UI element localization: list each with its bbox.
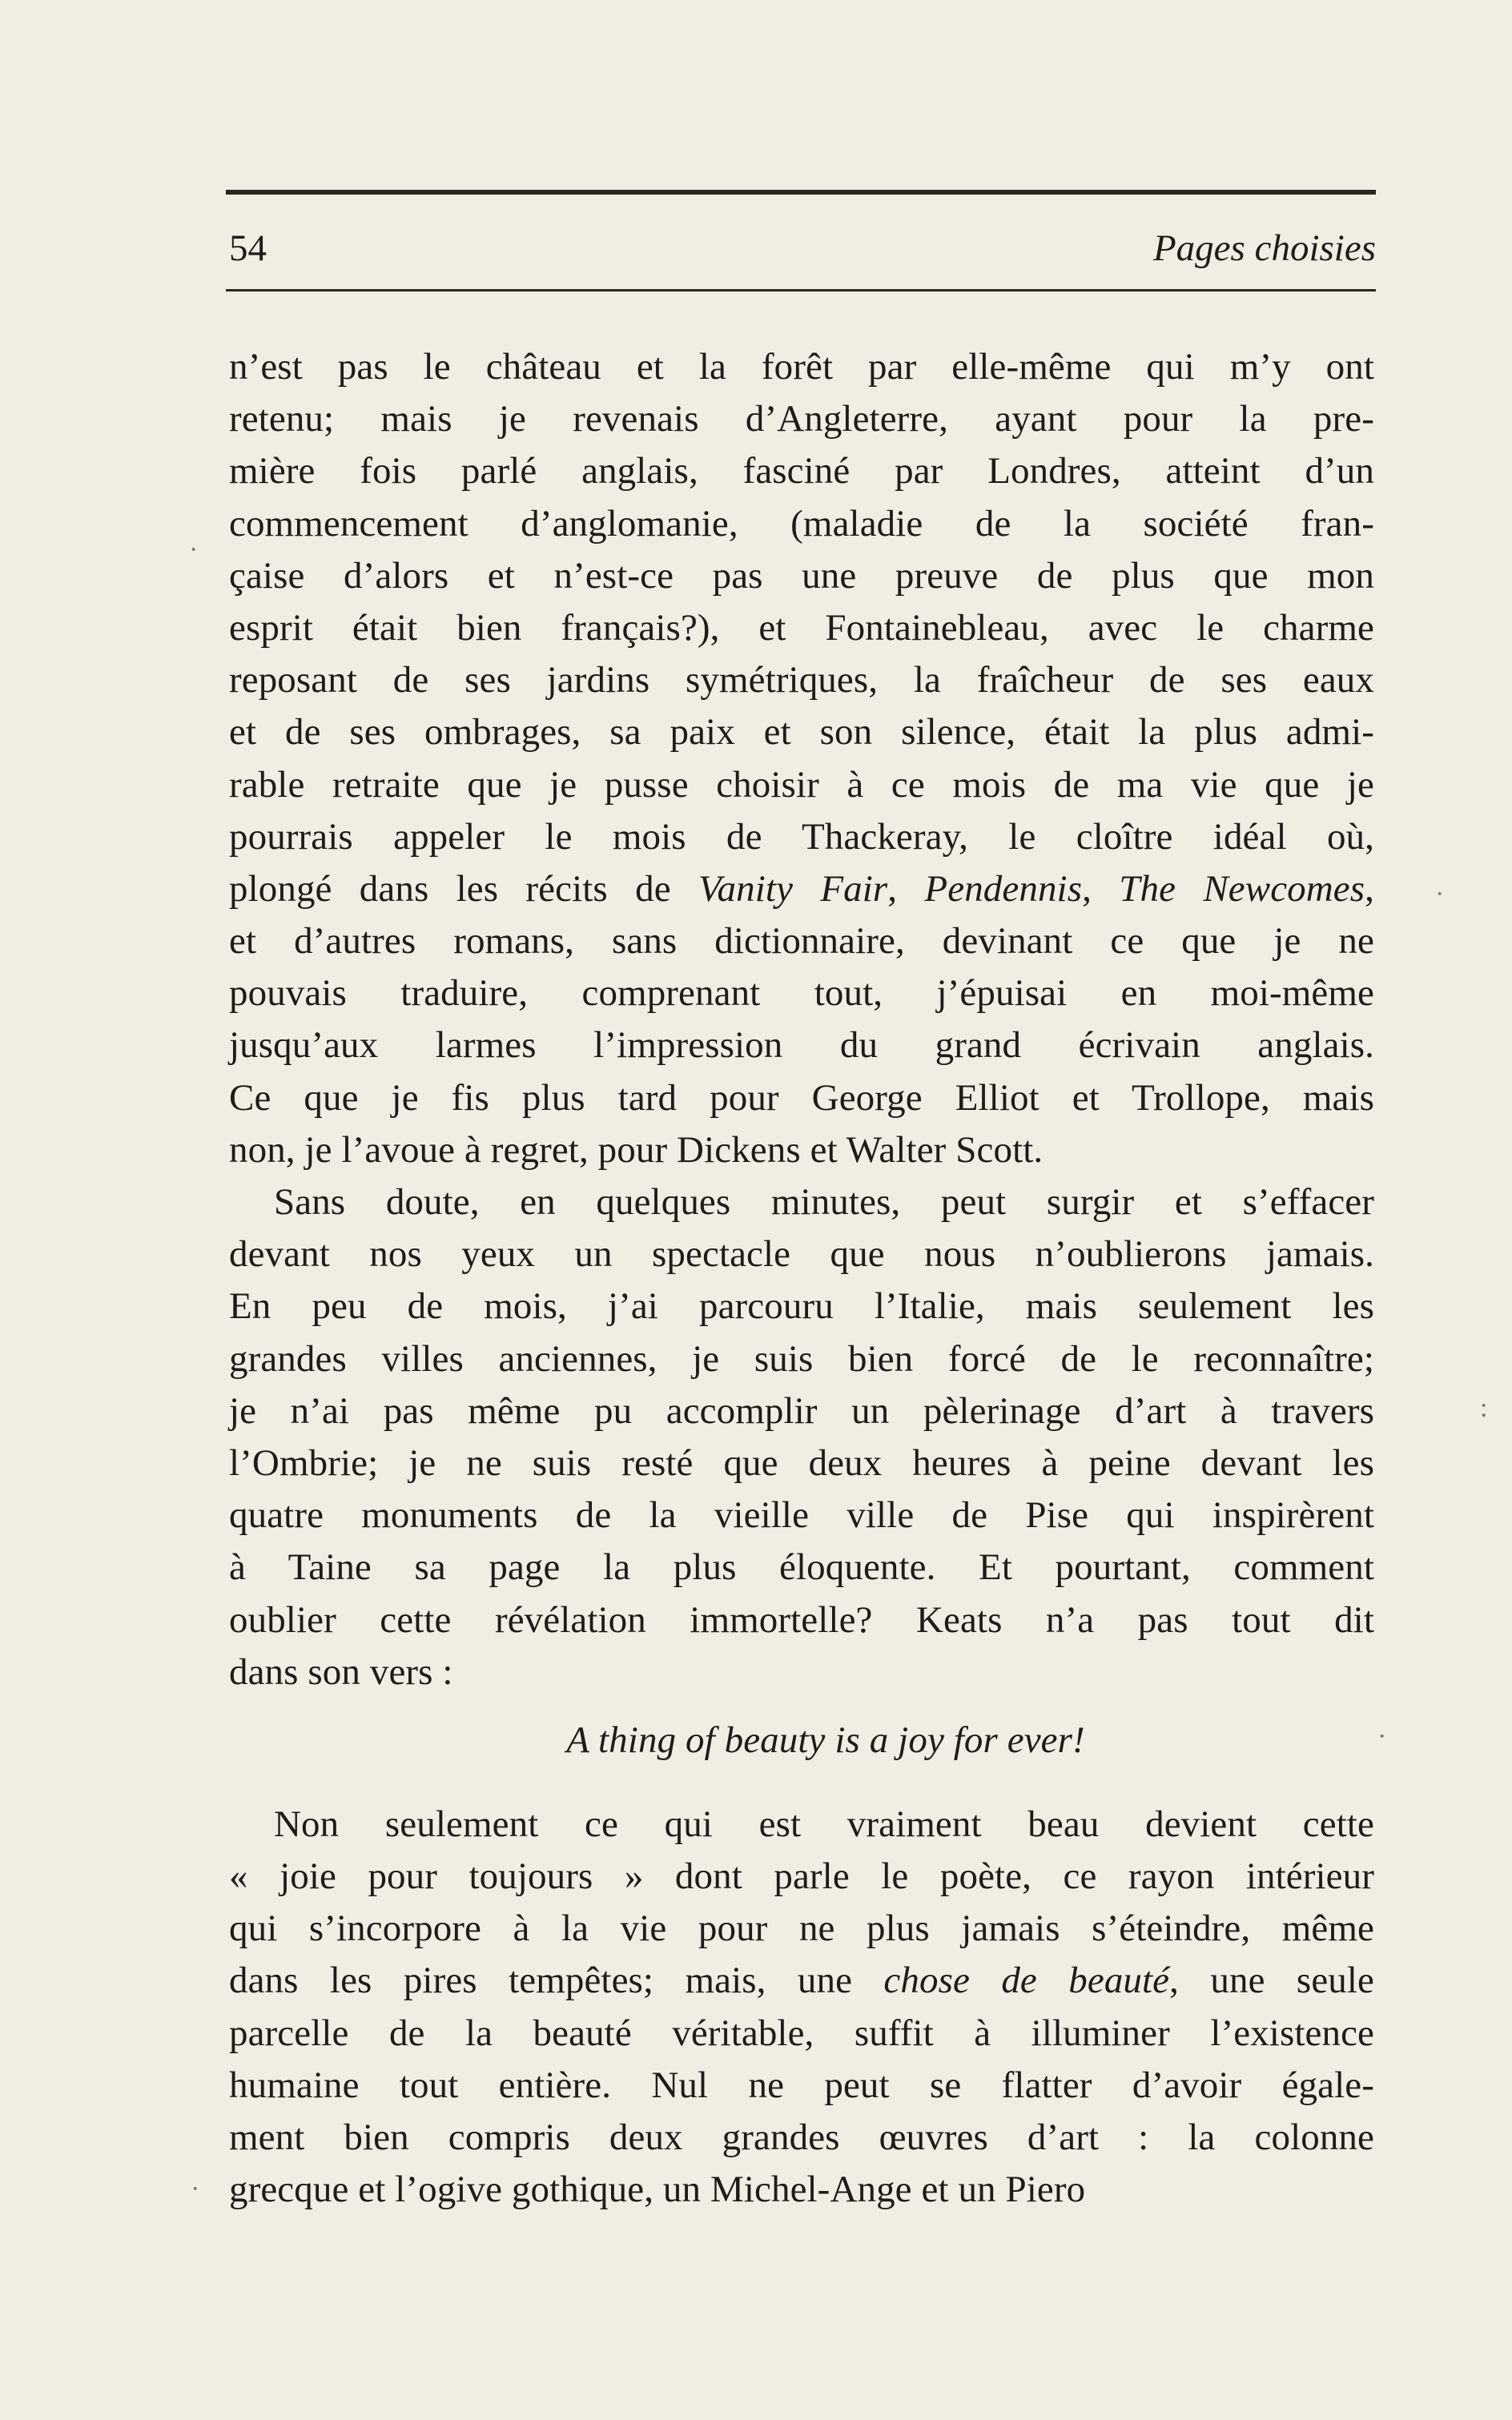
margin-dot: : — [1480, 1393, 1488, 1423]
text-line — [229, 706, 1374, 758]
text-line — [229, 1333, 1374, 1385]
text-run: dans les pires tempêtes; mais, une — [229, 1960, 884, 2002]
text-line — [229, 393, 1374, 445]
text-run: reposant de ses jardins symétriques, la fraîcheur de ses eaux — [229, 659, 1374, 701]
paragraph — [229, 1799, 1374, 2217]
text-line — [229, 1228, 1374, 1280]
text-line — [229, 1542, 1374, 1594]
text-run: pourrais appeler le mois de Thackeray, le cloître idéal où, — [229, 815, 1374, 858]
text-run: ment bien compris deux grandes œuvres d’art : la colonne — [229, 2116, 1374, 2158]
text-line — [229, 550, 1374, 602]
text-run: quatre monuments de la vieille ville de Pise qui inspirèrent — [229, 1494, 1374, 1537]
text-line — [229, 341, 1374, 393]
text-line — [229, 1799, 1374, 1851]
text-line — [229, 602, 1374, 654]
text-run: je n’ai pas même pu accomplir un pèlerinage d’art à travers — [229, 1389, 1374, 1432]
text-run: grandes villes anciennes, je suis bien forcé de le reconnaître; — [229, 1337, 1374, 1380]
text-line — [229, 1280, 1374, 1333]
margin-dot: · — [189, 535, 199, 565]
text-line — [229, 915, 1374, 967]
running-header — [226, 215, 1376, 277]
text-line — [229, 863, 1374, 915]
text-run: pouvais traduire, comprenant tout, j’épuisai en moi-même — [229, 972, 1374, 1015]
text-line — [229, 654, 1374, 706]
paragraph — [229, 1176, 1374, 1698]
text-line — [229, 1072, 1374, 1124]
text-run: Non seulement ce qui est vraiment beau devient cette — [274, 1803, 1374, 1845]
text-line — [229, 2164, 1374, 2216]
running-head-title: Pages choisies — [1152, 227, 1376, 269]
italic-title: chose de beauté — [883, 1960, 1170, 2002]
text-run: jusqu’aux larmes l’impression du grand écrivain anglais. — [229, 1024, 1374, 1067]
text-run: à Taine sa page la plus éloquente. Et pourtant, comment — [229, 1546, 1374, 1589]
text-run: plongé dans les récits de — [229, 867, 698, 910]
text-line — [229, 445, 1374, 497]
margin-dot: · — [1435, 879, 1445, 909]
text-run: retenu; mais je revenais d’Angleterre, ayant pour la pre- — [229, 398, 1374, 440]
italic-title: The Newcomes — [1119, 867, 1365, 910]
margin-dot: · — [1377, 1722, 1387, 1751]
text-line — [229, 1124, 1374, 1176]
text-run: çaise d’alors et n’est-ce pas une preuve de plus que mon — [229, 554, 1374, 597]
text-line — [229, 498, 1374, 550]
text-run: grecque et l’ogive gothique, un Michel-Ange et un Piero — [229, 2169, 1086, 2211]
text-run: , — [1365, 867, 1375, 910]
text-run: , une seule — [1169, 1960, 1375, 2002]
body-text — [229, 341, 1374, 2216]
page-number: 54 — [229, 227, 267, 269]
text-run: esprit était bien français?), et Fontainebleau, avec le charme — [229, 606, 1374, 649]
text-run: devant nos yeux un spectacle que nous n’oublierons jamais. — [229, 1233, 1374, 1276]
text-run: humaine tout entière. Nul ne peut se flatter d’avoir égale- — [229, 2064, 1374, 2106]
text-run: et de ses ombrages, sa paix et son silence, était la plus admi- — [229, 711, 1374, 754]
header-rule-bottom — [226, 289, 1376, 291]
margin-dot: · — [191, 2174, 200, 2204]
verse-quotation: A thing of beauty is a joy for ever! — [566, 1719, 1085, 1761]
text-run: parcelle de la beauté véritable, suffit à illuminer l’existence — [229, 2012, 1374, 2054]
text-run: , — [887, 867, 925, 910]
header-rule-top — [226, 190, 1376, 195]
text-line — [229, 1019, 1374, 1071]
text-line — [229, 1646, 1374, 1698]
text-run: rable retraite que je pusse choisir à ce mois de ma vie que je — [229, 763, 1374, 806]
text-run: et d’autres romans, sans dictionnaire, devinant ce que je ne — [229, 920, 1374, 963]
text-line — [229, 2008, 1374, 2060]
text-line — [229, 1489, 1374, 1542]
text-line — [229, 2112, 1374, 2164]
text-line — [229, 1851, 1374, 1903]
text-run: mière fois parlé anglais, fasciné par Londres, atteint d’un — [229, 450, 1374, 492]
text-run: dans son vers : — [229, 1650, 453, 1693]
text-line — [229, 1594, 1374, 1646]
text-line — [229, 1955, 1374, 2007]
text-run: Sans doute, en quelques minutes, peut surgir et s’effacer — [274, 1181, 1374, 1223]
text-run: Ce que je fis plus tard pour George Elliot et Trollope, mais — [229, 1076, 1374, 1119]
text-line — [229, 2060, 1374, 2112]
paragraph — [229, 341, 1374, 1176]
italic-title: Pendennis — [924, 867, 1083, 910]
text-line — [229, 967, 1374, 1019]
text-line — [229, 1437, 1374, 1489]
text-run: n’est pas le château et la forêt par elle-même qui m’y ont — [229, 346, 1374, 388]
text-line — [229, 759, 1374, 811]
text-run: qui s’incorpore à la vie pour ne plus jamais s’éteindre, même — [229, 1907, 1374, 1950]
text-run: , — [1082, 867, 1120, 910]
text-run: non, je l’avoue à regret, pour Dickens et Walter Scott. — [229, 1128, 1044, 1171]
text-run: « joie pour toujours » dont parle le poète, ce rayon intérieur — [229, 1855, 1374, 1898]
text-line — [229, 1385, 1374, 1437]
text-run: En peu de mois, j’ai parcouru l’Italie, mais seulement les — [229, 1285, 1374, 1328]
text-line — [229, 1903, 1374, 1955]
text-run: l’Ombrie; je ne suis resté que deux heures à peine devant les — [229, 1441, 1374, 1484]
text-line — [229, 1176, 1374, 1228]
text-run: commencement d’anglomanie, (maladie de la société fran- — [229, 502, 1374, 545]
text-line — [229, 811, 1374, 863]
italic-title: Vanity Fair — [698, 867, 888, 910]
text-run: oublier cette révélation immortelle? Keats n’a pas tout dit — [229, 1598, 1374, 1641]
